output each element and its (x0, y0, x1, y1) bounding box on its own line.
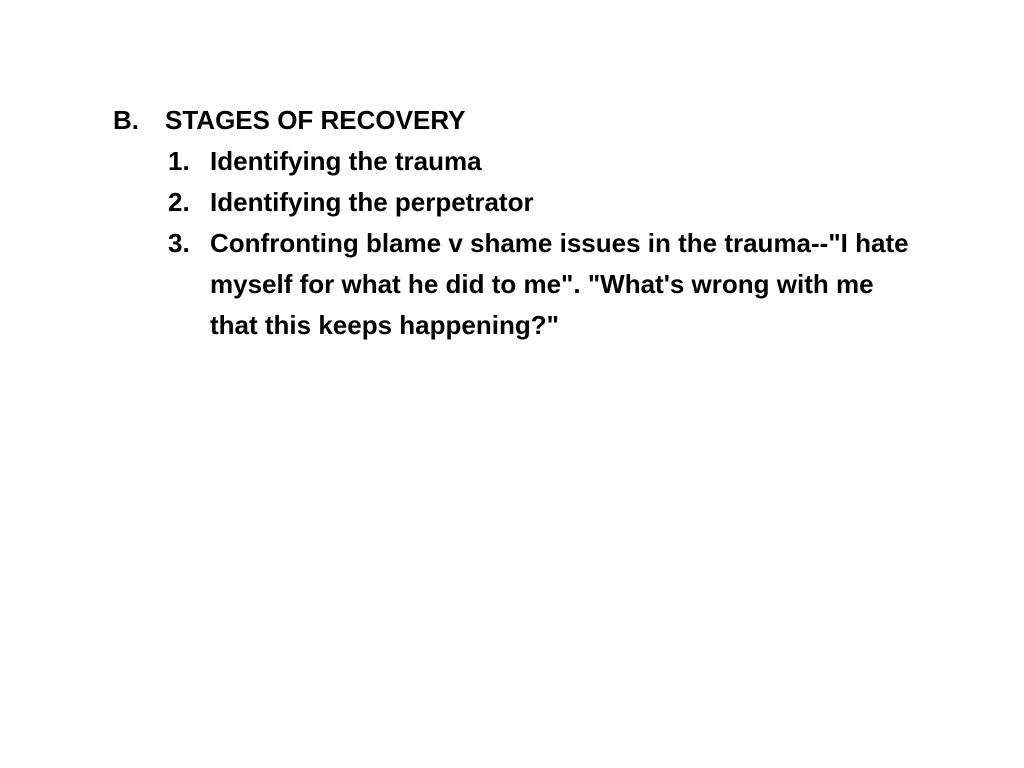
stage-list (113, 141, 1013, 346)
item-text: Confronting blame v shame issues in the trauma--"I hate myself for what he did to me". "What's wrong with me that this keeps happening?" (210, 228, 909, 340)
section-title: STAGES OF RECOVERY (165, 105, 466, 135)
item-number: 1. (168, 146, 190, 176)
list-item (168, 182, 1013, 223)
item-number: 3. (168, 228, 190, 258)
item-text: Identifying the trauma (210, 146, 482, 176)
section-heading (113, 100, 1013, 141)
item-number: 2. (168, 187, 190, 217)
list-item (168, 141, 1013, 182)
item-text: Identifying the perpetrator (210, 187, 534, 217)
section-marker: B. (113, 105, 139, 135)
list-item (168, 223, 1013, 346)
outline (113, 100, 1013, 346)
